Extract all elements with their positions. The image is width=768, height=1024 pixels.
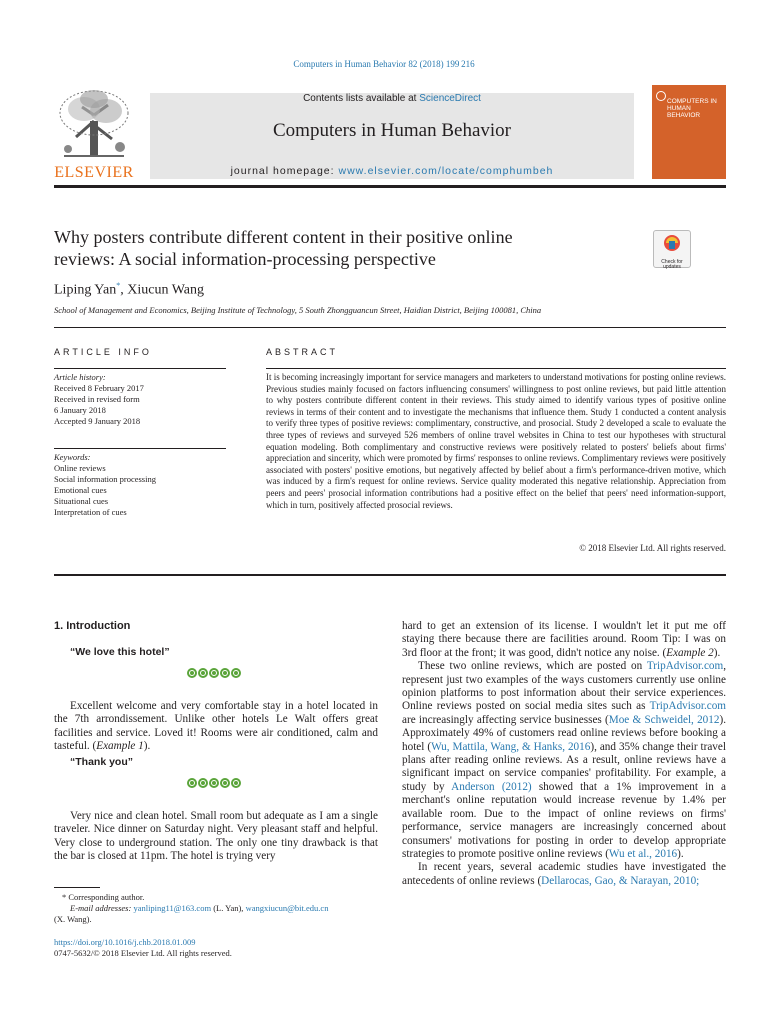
rating-circle-icon [187,778,197,788]
history-item: 6 January 2018 [54,405,106,415]
affiliation: School of Management and Economics, Beijing Institute of Technology, 5 South Zhongguancun Street, Haidian District, Beijing 100081, China [54,305,542,315]
rating-circle-icon [231,778,241,788]
keyword: Emotional cues [54,485,107,495]
paragraph-3 [402,861,726,888]
para3-a: In recent years, several academic studies have investigated the antecedents of online reviews ( [402,861,726,887]
email-link-1[interactable]: yanliping11@163.com [133,903,212,913]
keywords-rule [54,448,226,449]
section-heading-introduction: 1. Introduction [54,620,131,632]
review-2-rating [187,778,241,788]
footnote-mark: * [62,892,67,902]
article-title [54,226,634,270]
journal-reference[interactable]: Computers in Human Behavior 82 (2018) 199 216 [293,59,475,69]
authors [54,281,204,299]
tripadvisor-link[interactable]: TripAdvisor.com [646,660,724,673]
close-paren: ). [713,646,721,659]
keyword: Social information processing [54,474,156,484]
right-column [402,620,726,888]
citation-moe[interactable]: Moe & Schweidel, 2012 [608,713,720,726]
para2-b: , represent just two examples of the ways customers currently use online opinion platforms to post information about their service experiences. Online reviews posted on social media sites such as [402,660,726,713]
check-for-updates-button[interactable] [653,230,691,268]
review-1-rating [187,668,241,678]
cover-title: COMPUTERS IN HUMAN BEHAVIOR [667,98,717,119]
corresponding-note [54,892,378,903]
review-1-body: Excellent welcome and very comfortable stay in a hotel located in the 7th arrondissement. Unlike other hotels Le Walt offers great facilities and service. Loved it! Rooms were air conditioned, calm and tasteful. ( [54,700,378,753]
history-item: Accepted 9 January 2018 [54,416,141,426]
email-label: E-mail addresses: [70,903,132,913]
author-1[interactable]: Liping Yan [54,282,117,298]
abstract-rule [266,368,726,369]
abstract-text: It is becoming increasingly important for service managers and marketers to understand motivations for posting online reviews. Previous studies mainly focused on factors influencing consumers' willingness to post online reviews, but paid little attention to why posters contribute different content in their reviews. This study aimed to identify various types of positive online reviews in terms of their content and to investigate the mechanisms that influence them. Study 1 conducted a content analysis to verify three types of positive reviews: complimentary, constructive, and prosocial. Study 2 developed a scale to evaluate the three types of reviews and surveyed 526 members of online travel websites in China to test our hypotheses with structural equation modeling. Both complimentary and constructive reviews were positively related to posters' beliefs about firms' appreciation and sincerity, which were promoted by firms' responses to online reviews. Complimentary reviews were positively associated with posters' positive emotions, but negatively affected by belief about a firm's performance-driven motive, which was induced by a firm's request for online reviews. Service quality moderated this negative relationship. Appreciation from peers and peers' prosocial information contributions had a positive effect on the belief that peers' need information-support, which in turn, positively affected prosocial reviews. [266,372,726,510]
author-separator: , [120,282,128,298]
contents-line [150,93,634,104]
article-info-rule [54,368,226,369]
review-2-text: Very nice and clean hotel. Small room but adequate as I am a single traveler. Nice dinner on Saturday night. Very pleasant staff and helpful. Very close to underground station. The only one tiny drawback is that the bar is closed at 11pm. The hotel is trying very [54,810,378,863]
example-1-label: Example 1 [96,740,144,753]
rating-circle-icon [220,668,230,678]
abstract-copyright: © 2018 Elsevier Ltd. All rights reserved. [579,543,726,553]
journal-homepage [150,165,634,177]
para2-a: These two online reviews, which are posted on [418,660,647,673]
citation-anderson[interactable]: Anderson (2012) [451,780,532,793]
article-history [54,372,144,427]
homepage-link[interactable]: www.elsevier.com/locate/comphumbeh [338,165,554,177]
check-updates-label: Check for updates [661,259,683,270]
corresponding-mark[interactable]: * [116,281,121,290]
close-paren: ). [677,847,684,860]
para2-c: are increasingly affecting service businesses ( [402,713,609,726]
citation-wu[interactable]: Wu, Mattila, Wang, & Hanks, 2016 [431,740,591,753]
footnote-rule [54,887,100,888]
article-info-heading: ARTICLE INFO [54,347,152,357]
email-link-2[interactable]: wangxiucun@bit.edu.cn [245,903,329,913]
keywords [54,452,156,518]
rating-circle-icon [209,668,219,678]
close-paren: ). [143,740,151,753]
para2-f: showed that a 1% improvement in a merchant's online reputation would increase revenue by 1.4% per available room. Due to the impact of online reviews on firms' performance, service managers are increasingly concerned about consumers' motivations for posting in order to develop appropriate strategies to promote positive online reviews ( [402,780,726,860]
corresponding-label: Corresponding author. [68,892,145,902]
tripadvisor-link-2[interactable]: TripAdvisor.com [649,700,726,713]
contents-prefix: Contents lists available at [303,93,420,104]
abstract-heading: ABSTRACT [266,347,339,357]
review-2-continued: hard to get an extension of its license. I wouldn't let it put me off staying there because there are facilities around. Room Tip: I was on 3rd floor at the front; it was good, didn't notice any noise. ( [402,620,726,659]
keyword: Situational cues [54,496,109,506]
journal-title: Computers in Human Behavior [273,120,511,141]
rating-circle-icon [187,668,197,678]
history-label: Article history: [54,372,106,382]
rating-circle-icon [198,778,208,788]
issn-line: 0747-5632/© 2018 Elsevier Ltd. All rights reserved. [54,948,232,958]
sciencedirect-link[interactable]: ScienceDirect [419,93,481,104]
email-1-owner: (L. Yan), [213,903,244,913]
keywords-label: Keywords: [54,452,91,462]
rating-circle-icon [209,778,219,788]
keyword: Interpretation of cues [54,507,127,517]
history-item: Received in revised form [54,394,140,404]
check-updates-icon [654,231,690,255]
example-2-label: Example 2 [666,646,714,659]
cover-emblem-icon [656,91,666,101]
author-2[interactable]: Xiucun Wang [127,282,205,298]
rating-circle-icon [231,668,241,678]
doi-text[interactable]: https://doi.org/10.1016/j.chb.2018.01.009 [54,937,196,947]
para2-d: ). Approximately 49% of customers read online reviews before booking a hotel ( [402,713,726,753]
rating-circle-icon [198,668,208,678]
email-2-owner: (X. Wang). [54,914,92,924]
review-1-title: “We love this hotel” [70,646,170,658]
abstract-end-rule [54,574,726,576]
header-rule [54,185,726,188]
rating-circle-icon [220,778,230,788]
citation-wu-2016[interactable]: Wu et al., 2016 [608,847,678,860]
footnote [54,892,378,925]
citation-dellarocas[interactable]: Dellarocas, Gao, & Narayan, 2010; [541,874,700,887]
homepage-prefix: journal homepage: [230,165,339,177]
review-2-title: “Thank you” [70,756,134,768]
title-line-1: Why posters contribute different content in their positive online [54,227,513,247]
para2-e: ), and 35% change their travel plans after reading online reviews. As a result, online reviews have a significant impact on service companies' profitability. For example, a study by [402,740,726,793]
paragraph-2 [402,660,726,861]
doi-link[interactable] [54,937,196,948]
title-rule [54,327,726,328]
email-line [54,903,378,914]
elsevier-wordmark[interactable]: ELSEVIER [54,164,134,181]
keyword: Online reviews [54,463,106,473]
title-line-2: reviews: A social information-processing perspective [54,249,436,269]
history-item: Received 8 February 2017 [54,383,144,393]
review-1-text [54,700,378,754]
